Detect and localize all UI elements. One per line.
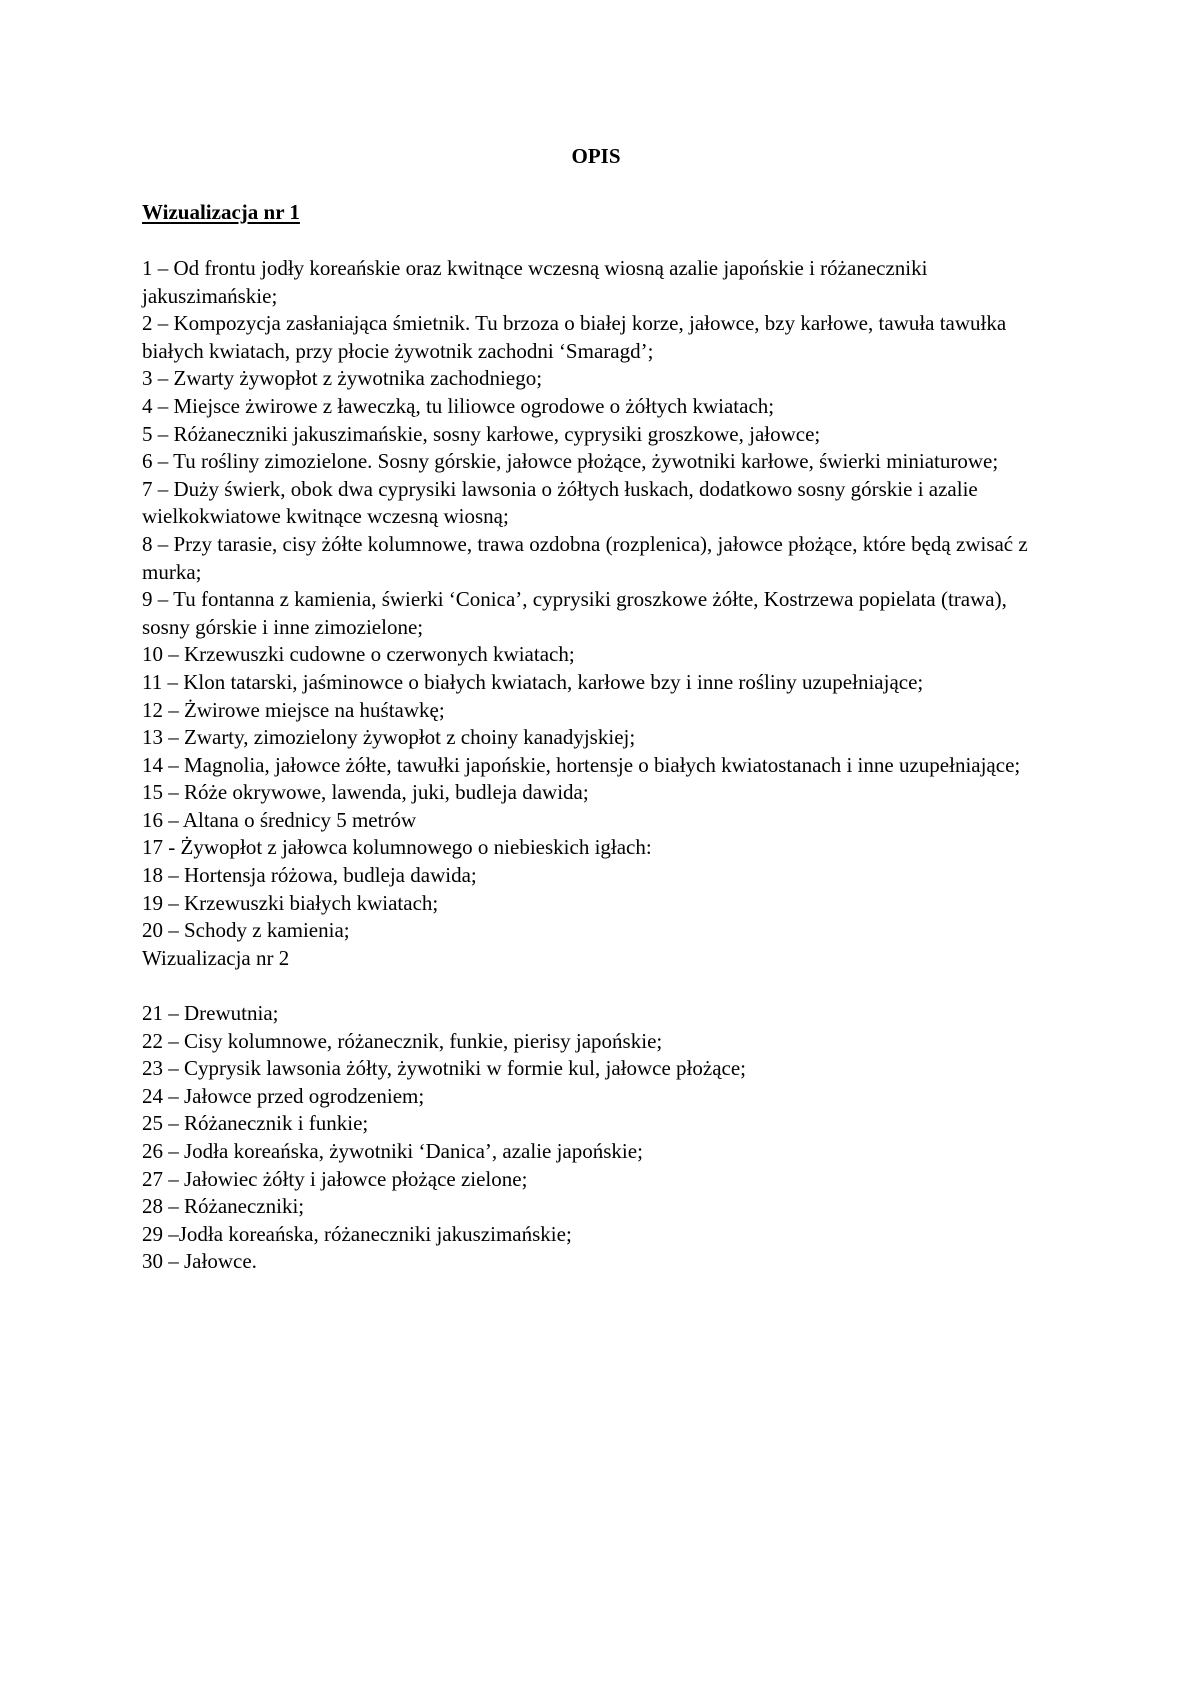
list-item: 18 – Hortensja różowa, budleja dawida; [142, 863, 477, 888]
section-1-heading: Wizualizacja nr 1 [142, 200, 300, 224]
list-item: 9 – Tu fontanna z kamienia, świerki ‘Conica’, cyprysiki groszkowe żółte, Kostrzewa popielata (trawa), sosny górskie i inne zimozielone; [142, 587, 1007, 639]
document-title: OPIS [571, 144, 621, 168]
list-item: 10 – Krzewuszki cudowne o czerwonych kwiatach; [142, 642, 575, 667]
list-item: 11 – Klon tatarski, jaśminowce o białych kwiatach, karłowe bzy i inne rośliny uzupełniające; [142, 669, 924, 694]
list-item: 2 – Kompozycja zasłaniająca śmietnik. Tu brzoza o białej korze, jałowce, bzy karłowe, tawuła tawułka białych kwiatach, przy płocie żywotnik zachodni ‘Smaragd’; [142, 311, 1007, 363]
list-item: 24 – Jałowce przed ogrodzeniem; [142, 1083, 425, 1108]
list-item: 20 – Schody z kamienia; [142, 918, 350, 943]
list-item: 7 – Duży świerk, obok dwa cyprysiki lawsonia o żółtych łuskach, dodatkowo sosny górskie i azalie wielkokwiatowe kwitnące wczesną wiosną; [142, 476, 978, 529]
list-item: 14 – Magnolia, jałowce żółte, tawułki japońskie, hortensje o białych kwiatostanach i inne uzupełniające; [142, 752, 1021, 777]
list-item: 27 – Jałowiec żółty i jałowce płożące zielone; [142, 1166, 528, 1191]
list-item: 25 – Różanecznik i funkie; [142, 1111, 369, 1136]
list-item: 15 – Róże okrywowe, lawenda, juki, budleja dawida; [142, 780, 589, 805]
list-item: 29 –Jodła koreańska, różaneczniki jakuszimańskie; [142, 1221, 572, 1246]
list-item: 23 – Cyprysik lawsonia żółty, żywotniki w formie kul, jałowce płożące; [142, 1056, 746, 1081]
list-item: 6 – Tu rośliny zimozielone. Sosny górskie, jałowce płożące, żywotniki karłowe, świerki miniaturowe; [142, 449, 999, 474]
list-item: 8 – Przy tarasie, cisy żółte kolumnowe, trawa ozdobna (rozplenica), jałowce płożące, które będą zwisać z murka; [142, 531, 1028, 584]
list-item: 22 – Cisy kolumnowe, różanecznik, funkie, pierisy japońskie; [142, 1028, 663, 1053]
list-item: 30 – Jałowce. [142, 1249, 257, 1274]
section-2-list [142, 1000, 1057, 1276]
list-item: 16 – Altana o średnicy 5 metrów [142, 807, 417, 832]
document-body [142, 255, 1057, 1276]
section-1-list [142, 255, 1057, 945]
list-item: 28 – Różaneczniki; [142, 1194, 305, 1219]
list-item: 3 – Zwarty żywopłot z żywotnika zachodniego; [142, 366, 543, 391]
list-item: 13 – Zwarty, zimozielony żywopłot z choiny kanadyjskiej; [142, 725, 636, 750]
list-item: 4 – Miejsce żwirowe z ławeczką, tu liliowce ogrodowe o żółtych kwiatach; [142, 393, 775, 418]
blank-line [142, 972, 1057, 1000]
list-item: 17 - Żywopłot z jałowca kolumnowego o niebieskich igłach: [142, 835, 652, 860]
list-item: 12 – Żwirowe miejsce na huśtawkę; [142, 697, 445, 722]
list-item: 5 – Różaneczniki jakuszimańskie, sosny karłowe, cyprysiki groszkowe, jałowce; [142, 421, 821, 446]
list-item: 26 – Jodła koreańska, żywotniki ‘Danica’, azalie japońskie; [142, 1139, 643, 1163]
list-item: 21 – Drewutnia; [142, 1001, 279, 1026]
section-2-heading: Wizualizacja nr 2 [142, 945, 290, 970]
list-item: 19 – Krzewuszki białych kwiatach; [142, 890, 439, 915]
list-item: 1 – Od frontu jodły koreańskie oraz kwitnące wczesną wiosną azalie japońskie i różaneczniki jakuszimańskie; [142, 256, 928, 308]
